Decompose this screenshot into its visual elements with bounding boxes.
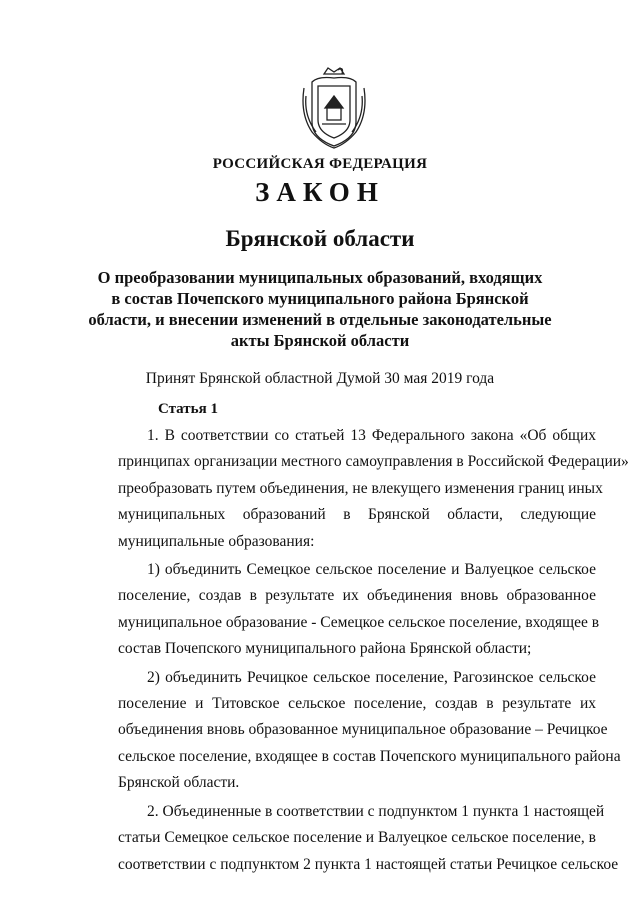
text-line: 2. Объединенные в соответствии с подпунктом 1 пункта 1 настоящей — [147, 802, 605, 820]
text-line: статьи Семецкое сельское поселение и Валуецкое сельское поселение, в — [118, 829, 596, 847]
text-line: Брянской области. — [118, 774, 240, 792]
text-line: поселение и Титовское сельское поселение, создав в результате их — [118, 695, 596, 713]
law-title-line: области, и внесении изменений в отдельные законодательные — [88, 310, 552, 329]
article-body — [118, 423, 629, 878]
paragraph — [118, 799, 619, 878]
text-line: объединения вновь образованное муниципальное образование – Речицкое — [118, 721, 608, 739]
text-line: 1. В соответствии со статьей 13 Федерального закона «Об общих — [147, 427, 596, 444]
paragraph — [118, 557, 600, 663]
law-title-line: О преобразовании муниципальных образований, входящих — [97, 268, 543, 287]
text-line: 1) объединить Семецкое сельское поселение и Валуецкое сельское — [147, 561, 596, 579]
text-line: состав Почепского муниципального района Брянской области; — [118, 640, 532, 658]
region-heading: Брянской области — [225, 226, 415, 251]
law-title-line: в состав Почепского муниципального района Брянской — [111, 289, 529, 308]
paragraph — [118, 423, 629, 555]
law-title — [60, 267, 580, 351]
adoption-note: Принят Брянской областной Думой 30 мая 2019 года — [145, 370, 495, 387]
federation-heading: РОССИЙСКАЯ ФЕДЕРАЦИЯ — [212, 156, 428, 172]
text-line: муниципальных образований в Брянской области, следующие — [118, 506, 596, 524]
text-line: соответствии с подпунктом 2 пункта 1 настоящей статьи Речицкое сельское — [118, 855, 619, 873]
law-title-line: акты Брянской области — [230, 331, 410, 350]
text-line: поселение, создав в результате их объединения вновь образованное — [118, 587, 596, 605]
article-heading: Статья 1 — [158, 401, 218, 417]
coat-of-arms-icon — [298, 66, 370, 150]
text-line: муниципальные образования: — [118, 532, 315, 550]
text-line: принципах организации местного самоуправления в Российской Федерации» — [118, 453, 629, 471]
text-line: преобразовать путем объединения, не влекущего изменения границ иных — [118, 479, 603, 497]
text-line: сельское поселение, входящее в состав Почепского муниципального района — [118, 747, 621, 765]
text-line: муниципальное образование - Семецкое сельское поселение, входящее в — [118, 613, 600, 631]
text-line: 2) объединить Речицкое сельское поселение, Рагозинское сельское — [147, 668, 596, 686]
paragraph — [118, 665, 621, 797]
law-heading: ЗАКОН — [255, 177, 385, 207]
